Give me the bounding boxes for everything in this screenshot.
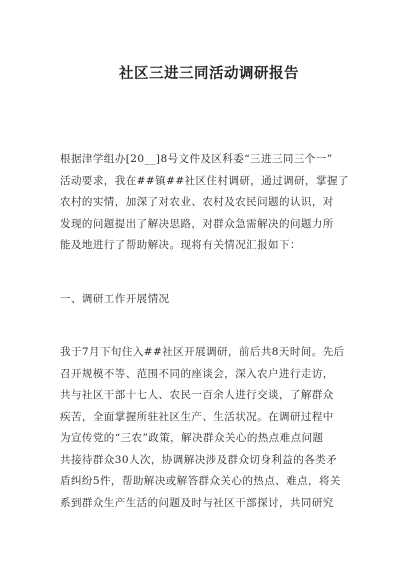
section-line: 共与社区干部十七人、农民一百余人进行交谈，了解群众 xyxy=(60,389,334,401)
section-paragraph xyxy=(60,342,358,514)
section-line: 系到群众生产生活的问题及时与社区干部探讨，共同研究 xyxy=(60,496,334,509)
section-line: 为宣传党的“三农”政策，解决群众关心的热点难点问题 xyxy=(60,432,324,444)
intro-line: 发现的问题提出了解决思路，对群众急需解决的问题力所 xyxy=(60,217,334,230)
intro-line: 活动要求，我在##镇##社区住村调研，通过调研，掌握了 xyxy=(60,174,349,187)
intro-line: 能及地进行了帮助解决。现将有关情况汇报如下： xyxy=(60,239,301,251)
section-heading: 一、调研工作开展情况 xyxy=(60,292,170,305)
section-line: 盾纠纷5件，帮助解决或解答群众关心的热点、难点，将关 xyxy=(60,475,341,487)
section-line: 疾苦，全面掌握所驻社区生产、生活状况。在调研过程中 xyxy=(60,410,334,423)
document-title: 社区三进三同活动调研报告 xyxy=(119,66,299,82)
section-line: 召开规模不等、范围不同的座谈会，深入农户进行走访， xyxy=(60,367,334,380)
section-line: 我于7月下旬住入##社区开展调研，前后共8天时间。先后 xyxy=(60,346,345,358)
intro-line: 根据津学组办[20__]8号文件及区科委“三进三同三个一” xyxy=(60,153,333,165)
intro-paragraph xyxy=(60,149,358,257)
section-line: 共接待群众30人次，协调解决涉及群众切身利益的各类矛 xyxy=(60,453,338,466)
intro-line: 农村的实情，加深了对农业、农村及农民问题的认识，对 xyxy=(60,196,334,208)
